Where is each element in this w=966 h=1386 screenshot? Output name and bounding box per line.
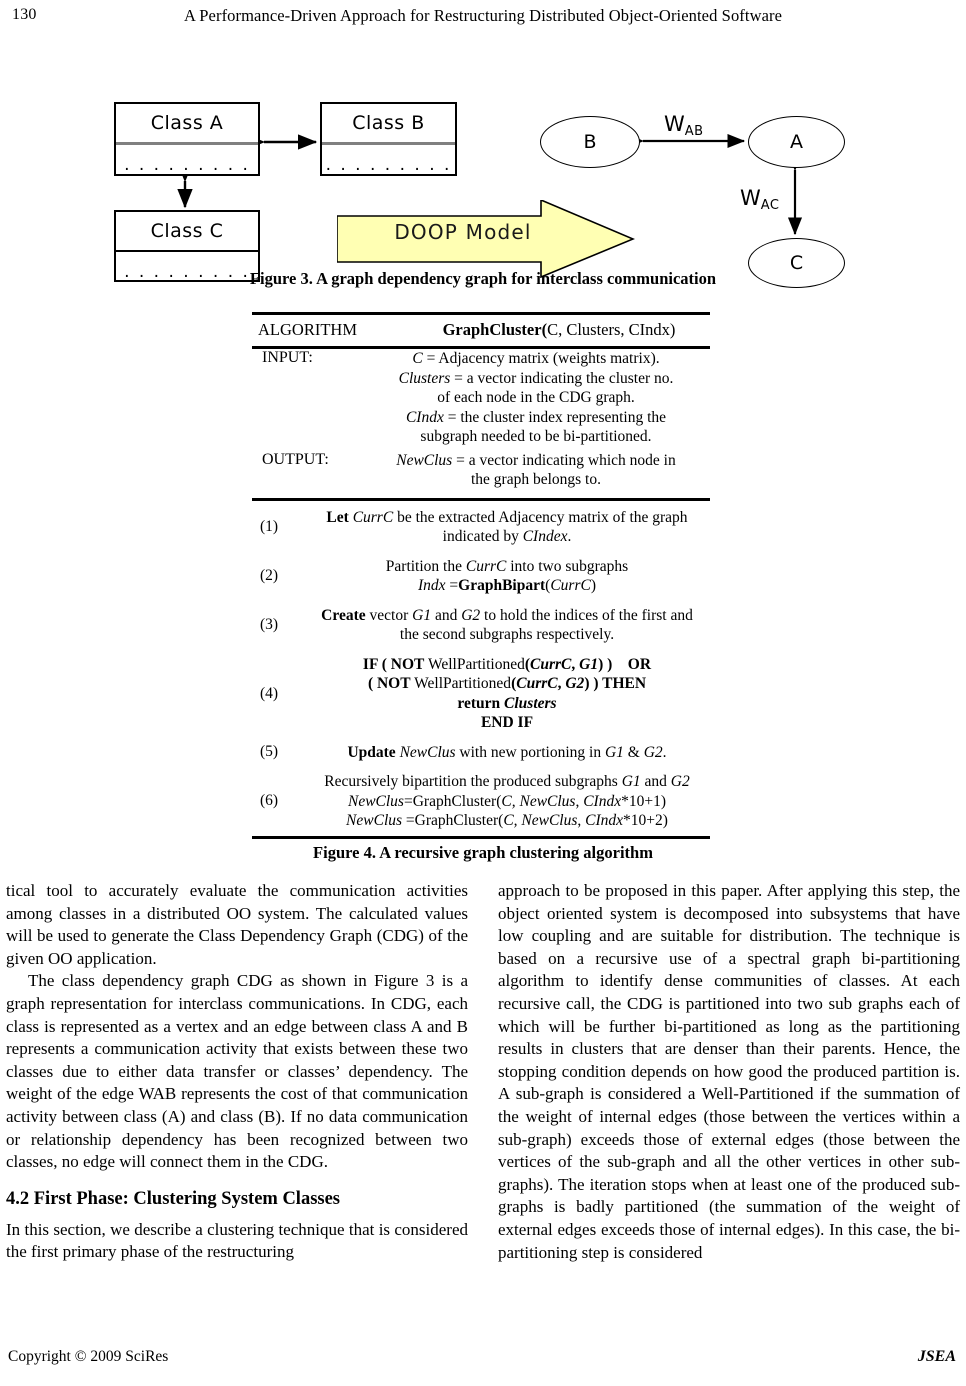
algo-step-1	[252, 503, 710, 552]
edge-weight-ac-symbol: W	[740, 186, 761, 210]
edge-weight-ac-subscript: AC	[760, 198, 780, 214]
class-box-a-title: Class A	[150, 112, 224, 134]
algo-input-lines	[362, 349, 710, 447]
algo-step-1-number: (1)	[260, 518, 279, 535]
class-box-a	[114, 102, 260, 176]
figure-3-diagram	[0, 42, 966, 292]
algo-step-4-number: (4)	[260, 684, 279, 702]
algo-step-6	[252, 767, 710, 836]
left-paragraph-1: tical tool to accurately evaluate the communication activities among classes in a distributed OO system. The calculated values will be used to generate the Class Dependency Graph (CDG) of the given OO application.	[6, 881, 468, 968]
algo-input-row	[252, 349, 710, 447]
class-box-b	[320, 102, 457, 176]
right-text-column	[498, 880, 960, 1264]
algo-input-line-4: CIndx = the cluster index representing the	[405, 408, 667, 426]
algo-signature	[408, 320, 710, 340]
section-heading-4-2: 4.2 First Phase: Clustering System Classes	[6, 1188, 341, 1209]
page-footer	[0, 1348, 966, 1370]
algo-step-4-text: IF ( NOT WellPartitioned(CurrC, G1) ) OR ( NOT WellPartitioned(CurrC, G2) ) THEN return Clusters END IF	[362, 655, 652, 731]
algo-signature-name: GraphCluster(	[442, 320, 548, 339]
right-paragraph-1: approach to be proposed in this paper. After applying this step, the object oriented system is decomposed into subsystems that have low coupling and are suitable for distribution. The technique is based on a recursive use of a spectral graph bi-partitioning algorithm to identify dense communities of classes. At each recursive call, the CDG is partitioned into two sub graphs each of which will be further bi-partitioned as long as the partitioning results in clusters that are denser than their parents. Hence, the stopping condition depends on how good the produced partition is. A sub-graph is considered a Well-Partitioned if the summation of the weight of internal edges (those between the vertices within a sub-graph) exceeds those of external edges (those between the vertices of the sub-graph and all the other vertices in other sub-graphs). The iteration stops when at least one of the produced sub-graphs is badly partitioned (the summation of the weight of external edges exceeds those of internal edges). In this case, the bi-partitioning step is considered	[498, 881, 960, 1262]
edge-weight-ab	[664, 112, 704, 139]
class-box-c-title: Class C	[150, 220, 224, 242]
algo-steps	[252, 501, 710, 836]
class-box-b-title: Class B	[352, 112, 425, 134]
left-paragraph-2: The class dependency graph CDG as shown in Figure 3 is a graph representation for interclass communications. In CDG, each class is represented as a vertex and an edge between class A and B represents a communication activity that exists between these two classes due to either data transfer or classes’ dependency. The weight of the edge WAB represents the cost of that communication activity between class (A) and class (B). If no data communication or relationship dependency has been recognized between two classes, no edge will connect them in the CDG.	[6, 971, 468, 1172]
algo-output-line-2: the graph belongs to.	[470, 471, 601, 488]
algo-step-2	[252, 552, 710, 601]
algo-output-lines	[362, 451, 710, 490]
class-box-c-members: . . . . . . . . .	[124, 262, 250, 282]
algo-input-line-3: of each node in the CDG graph.	[437, 389, 635, 406]
graph-node-b: B	[540, 116, 640, 168]
algo-input-line-5: subgraph needed to be bi-partitioned.	[420, 428, 652, 445]
edge-weight-ab-symbol: W	[664, 112, 685, 136]
running-head-title: A Performance-Driven Approach for Restructuring Distributed Object-Oriented Software	[183, 6, 783, 25]
graph-node-a: A	[748, 116, 845, 168]
algo-step-5	[252, 738, 710, 768]
class-box-a-members: . . . . . . . . .	[124, 155, 250, 175]
algo-input-line-2: Clusters = a vector indicating the cluster no.	[398, 369, 674, 387]
algo-step-3-text: Create vector G1 and G2 to hold the indices of the first and the second subgraphs respectively.	[321, 606, 693, 643]
algo-step-4	[252, 650, 710, 738]
algo-step-3-number: (3)	[260, 616, 279, 633]
algo-output-label: OUTPUT:	[262, 450, 329, 468]
algo-io-section	[252, 349, 710, 490]
edge-weight-ab-subscript: AB	[684, 124, 704, 140]
running-head	[0, 6, 966, 28]
copyright-notice: Copyright © 2009 SciRes	[8, 1348, 169, 1365]
figure-3-caption: Figure 3. A graph dependency graph for interclass communication	[249, 269, 717, 288]
doop-model-label: DOOP Model	[394, 220, 532, 244]
algo-label: ALGORITHM	[258, 320, 357, 339]
algo-header-row	[252, 315, 710, 346]
class-box-b-members: . . . . . . . . .	[325, 155, 452, 175]
algo-step-5-text: Update NewClus with new portioning in G1 & G2.	[347, 743, 667, 761]
left-text-column	[6, 880, 468, 1264]
algo-step-2-text: Partition the CurrC into two subgraphs Indx =GraphBipart(CurrC)	[385, 557, 629, 594]
algo-step-3	[252, 601, 710, 650]
left-paragraph-3: In this section, we describe a clustering technique that is considered the first primary phase of the restructuring	[6, 1219, 468, 1262]
algo-step-6-text: Recursively bipartition the produced subgraphs G1 and G2 NewClus=GraphCluster(C, NewClus, CIndx*10+1) NewClus =GraphCluster(C, NewClus, CIndx*10+2)	[324, 773, 690, 829]
algo-input-line-1: C = Adjacency matrix (weights matrix).	[412, 350, 660, 367]
edge-weight-ac	[740, 186, 780, 213]
figure-4-caption: Figure 4. A recursive graph clustering algorithm	[313, 843, 653, 862]
page-number: 130	[12, 6, 37, 23]
algo-step-2-number: (2)	[260, 567, 279, 584]
algo-output-row	[252, 447, 710, 490]
algo-signature-args: C, Clusters, CIndx)	[547, 320, 676, 339]
algo-step-1-text: Let CurrC be the extracted Adjacency matrix of the graph indicated by CIndex.	[326, 508, 688, 545]
algo-step-5-number: (5)	[260, 743, 279, 761]
algo-output-line-1: NewClus = a vector indicating which node in	[396, 451, 676, 469]
figure-4-algorithm-table	[252, 312, 710, 839]
algo-input-label: INPUT:	[262, 349, 313, 366]
algo-step-6-number: (6)	[260, 792, 279, 810]
journal-abbreviation: JSEA	[917, 1348, 956, 1365]
graph-node-c: C	[748, 238, 845, 288]
algo-bottom-rule	[252, 836, 710, 839]
